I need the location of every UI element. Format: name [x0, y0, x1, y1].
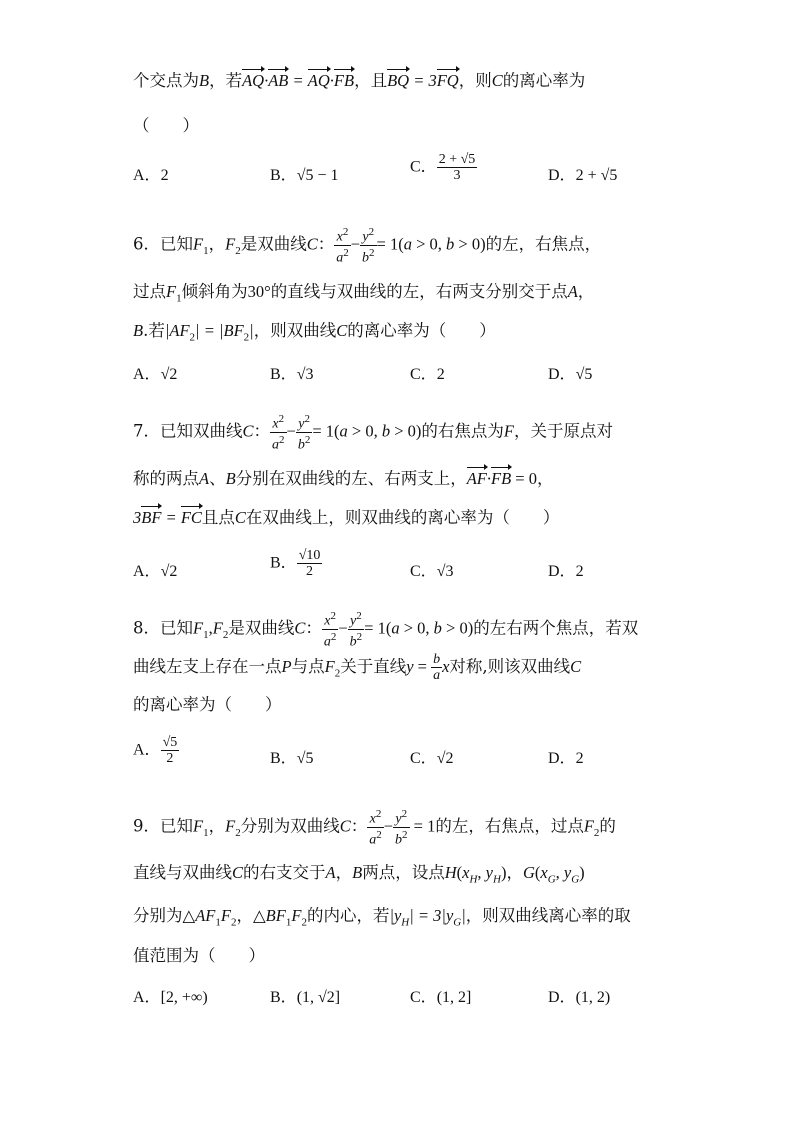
p7-option-c[interactable]: C．√3 — [410, 563, 454, 580]
p8-line-3: 的离心率为（ ） — [133, 695, 282, 714]
p5-option-a[interactable]: A．2 — [133, 167, 169, 184]
p9-line-3: 分别为$\triangle AF_1F_2$，$\triangle BF_1F_2$的内心，若$|y_H| = 3|y_G|$，则双曲线离心率的取 — [133, 906, 631, 929]
p6-option-c[interactable]: C．2 — [410, 366, 445, 383]
p8-option-d[interactable]: D．2 — [548, 750, 584, 767]
p7-line-3: 3BF = FC且点C在双曲线上，则双曲线的离心率为（ ） — [133, 505, 559, 531]
p9-line-2: 直线与双曲线C的右支交于A，B两点，设点$H(x_H$, $y_H$)，$G(x_G$, $y_G$) — [133, 863, 585, 886]
vector-equation: AQ·AB = AQ·FB — [242, 71, 354, 90]
p9-option-c[interactable]: C．(1, 2] — [410, 989, 472, 1006]
p7-option-a[interactable]: A．√2 — [133, 563, 178, 580]
p9-line-4: 值范围为（ ） — [133, 946, 265, 965]
p6-option-b[interactable]: B．√3 — [270, 366, 314, 383]
p5-line-1: 个交点为B，若AQ·AB = AQ·FB，且BQ = 3FQ，则C的离心率为 — [133, 68, 585, 94]
p5-option-b[interactable]: B．√5 − 1 — [270, 167, 339, 184]
p9-option-d[interactable]: D．(1, 2) — [548, 989, 611, 1006]
p5-line-2: （ ） — [133, 116, 199, 135]
p7-option-b[interactable]: B． $\frac{√10}{2}$ — [270, 548, 321, 579]
p5-option-c[interactable]: C． $\frac{2 + √5}{3}$ — [410, 152, 476, 183]
p9-line-1: 9．已知$F_1$，$F_2$分别为双曲线C： $\frac{x^2}{a^2}$ − $\frac{y^2}{b^2}$ = 1的左，右焦点，过点$F_2$的 — [133, 808, 616, 848]
p6-line-1: 6．已知$F_1$，$F_2$是双曲线C： $\frac{x^2}{a^2}$ − $\frac{y^2}{b^2}$ = 1(a > 0, b > 0)的左，右焦点， — [133, 226, 602, 266]
p5-option-d[interactable]: D．2 + √5 — [548, 167, 618, 184]
p7-option-d[interactable]: D．2 — [548, 563, 584, 580]
p8-option-c[interactable]: C．√2 — [410, 750, 454, 767]
p7-line-2: 称的两点A、B分别在双曲线的左、右两支上，AF·FB = 0， — [133, 466, 553, 492]
p9-option-a[interactable]: A．[2, +∞) — [133, 989, 208, 1006]
p8-option-b[interactable]: B．√5 — [270, 750, 314, 767]
p8-line-2: 曲线左支上存在一点P与点$F_2$关于直线y = $\frac{b}{a}$ x对称,则该双曲线C — [133, 652, 582, 683]
p8-line-1: 8．已知$F_1,F_2$是双曲线C： $\frac{x^2}{a^2}$ − $\frac{y^2}{b^2}$ = 1(a > 0, b > 0)的左右两个焦点，若双 — [133, 610, 639, 650]
p9-option-b[interactable]: B．(1, √2] — [270, 989, 341, 1006]
p6-line-2: 过点$F_1$倾斜角为30°的直线与双曲线的左，右两支分别交于点A， — [133, 282, 595, 305]
p6-option-d[interactable]: D．√5 — [548, 366, 593, 383]
p6-option-a[interactable]: A．√2 — [133, 366, 178, 383]
p8-option-a[interactable]: A． $\frac{√5}{2}$ — [133, 735, 178, 766]
p7-line-1: 7．已知双曲线C： $\frac{x^2}{a^2}$ − $\frac{y^2}{b^2}$ = 1(a > 0, b > 0)的右焦点为F，关于原点对 — [133, 413, 613, 453]
p6-line-3: B.若$|AF_2| = |BF_2|$，则双曲线C的离心率为（ ） — [133, 321, 496, 344]
